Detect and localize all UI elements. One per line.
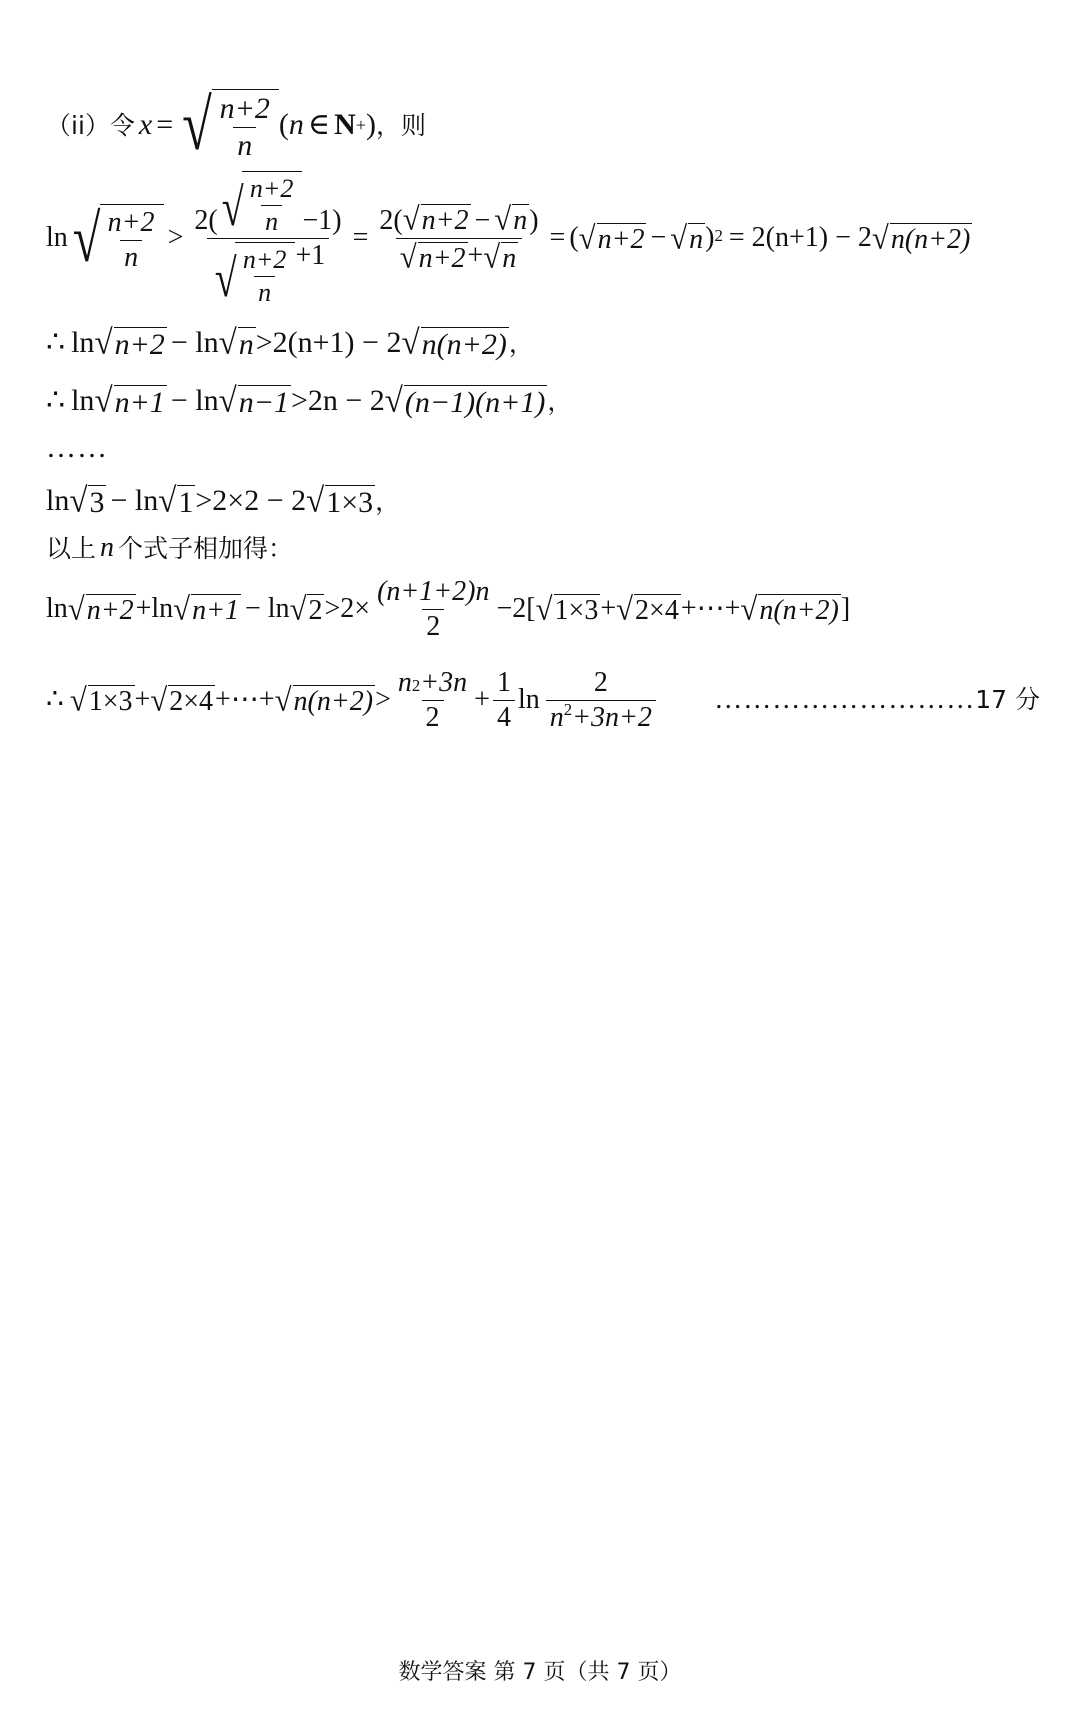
fraction-numerator: 2( √ n+2 − √ n ): [379, 200, 539, 237]
square-exponent: 2: [714, 225, 723, 245]
plus-sign: +: [134, 684, 151, 715]
num-suffix: −1): [302, 204, 342, 236]
ln-text: ln: [71, 384, 95, 417]
num-prefix: 2(: [379, 204, 403, 236]
radicand: 1×3: [326, 485, 374, 519]
fraction-numerator: n+2: [242, 244, 287, 274]
minus-ln: − ln: [170, 326, 219, 359]
equals-sign: =: [352, 222, 369, 253]
exponent: 2: [563, 699, 573, 719]
fraction-denominator: n: [120, 240, 142, 272]
radicand: n+2: [418, 242, 466, 274]
greater-than: >: [375, 684, 391, 715]
fraction-denominator: 2: [422, 609, 444, 641]
rhs-text: = 2(n+1) − 2: [728, 222, 872, 253]
fraction-3: [546, 666, 656, 733]
therefore-symbol: ∴: [46, 326, 66, 359]
line-therefore-2: ∴ ln √ n+1 − ln √ n−1 >2n − 2 √ (n−1)(n+1) ，: [46, 381, 573, 420]
plus-sign: +: [474, 684, 490, 715]
radicand: n−1: [238, 385, 289, 419]
radicand: n: [513, 204, 528, 236]
minus-bracket: −2[: [496, 593, 536, 624]
plus-one: +1: [295, 239, 326, 271]
var-x: x: [138, 108, 153, 141]
line-therefore-1: ∴ ln √ n+2 − ln √ n >2(n+1) − 2 √ n(n+2) ，: [46, 323, 534, 362]
fraction: [373, 575, 493, 642]
plus-sign: +: [467, 239, 484, 271]
page-footer: 数学答案 第 7 页（共 7 页）: [398, 1660, 682, 1685]
minus-ln: − ln: [244, 593, 290, 624]
fraction-numerator: n+2: [249, 173, 294, 203]
num-prefix: 2(: [194, 204, 218, 236]
note-text-2: 个式子相加得：: [118, 533, 294, 563]
fraction-denominator: n: [233, 127, 256, 161]
line-ellipsis: [46, 430, 1040, 466]
radicand: n+2: [421, 204, 469, 236]
fraction: [246, 173, 298, 236]
sqrt-expression: [177, 85, 279, 165]
line-base-case: ln √ 3 − ln √ 1 >2×2 − 2 √ 1×3 ，: [46, 481, 401, 520]
radicand: 2: [308, 594, 323, 626]
num-rest: +3n: [420, 666, 468, 698]
fraction: [216, 94, 274, 161]
radicand: n+1: [114, 385, 165, 419]
comma: ，: [547, 386, 573, 416]
leader-dots: ………………………: [714, 684, 976, 715]
plus-ln: +ln: [135, 593, 174, 624]
radicand: n(n+2): [421, 327, 507, 361]
radical-sign: √: [221, 178, 244, 238]
radical-sign: √: [182, 85, 212, 165]
paren-close: ): [705, 222, 715, 253]
therefore-symbol: ∴: [46, 384, 66, 417]
fraction-numerator: (n+1+2)n: [377, 575, 490, 607]
fraction-numerator: 2: [593, 666, 608, 698]
minus-sign: −: [650, 222, 667, 253]
plus-sign: +: [600, 593, 617, 624]
radical-sign: √: [72, 200, 101, 276]
ln-text: ln: [46, 484, 70, 517]
bracket-close: ]: [840, 593, 851, 624]
radicand: 1×3: [554, 594, 599, 626]
radical-sign: √: [214, 249, 237, 309]
rhs-text: >2×2 − 2: [195, 484, 307, 517]
radicand: 2×4: [635, 594, 679, 626]
rhs-text: >2n − 2: [290, 384, 385, 417]
fraction-denominator: n: [261, 205, 282, 235]
therefore-symbol: ∴: [46, 684, 64, 715]
fraction-denominator: 4: [493, 700, 515, 732]
radicand: 3: [89, 485, 105, 519]
fraction-numerator: [394, 666, 471, 700]
plus-dots: +⋯+: [680, 593, 741, 624]
ln-text: ln: [46, 222, 68, 253]
radicand: n(n+2): [890, 223, 971, 255]
line-conclusion: ∴ √ 1×3 + √ 2×4 +⋯+ √ n(n+2) > n 2 +3n 2 + $\frac{1}{4}$ ln 2 n 2 +3n+2 ………………………17 分: [46, 666, 1040, 733]
radicand: 1×3: [88, 685, 133, 717]
radicand: n+2: [114, 327, 165, 361]
fraction-denominator: √ n+2 + √ n: [396, 238, 523, 273]
radicand: n+2: [597, 223, 645, 255]
cond-n: n: [288, 108, 304, 141]
comma: ，: [508, 328, 534, 358]
minus-sign: −: [474, 204, 491, 236]
paren-open: (: [569, 222, 579, 253]
fraction: [239, 244, 291, 307]
minus-ln: − ln: [110, 484, 159, 517]
sqrt-expression: [211, 242, 296, 309]
minus-ln: − ln: [170, 384, 219, 417]
exponent: 2: [411, 675, 421, 695]
var-n: n: [100, 532, 115, 563]
rationalized-fraction: [375, 200, 542, 275]
radicand: n+2: [86, 594, 134, 626]
set-sub: +: [355, 115, 366, 135]
sqrt-expression: [218, 171, 303, 238]
radicand: n: [238, 327, 254, 361]
radicand: 2×4: [169, 685, 214, 717]
big-fraction: [190, 171, 345, 309]
cond-close: ): [365, 108, 376, 141]
fraction-denominator: n: [254, 276, 275, 306]
gt-text: >2×: [324, 593, 371, 624]
line-inequality-chain: ln √ $\frac{n+2}{n}$ > 2( √ $\frac{n+2}{n}$ −1) √ $\frac{n+2}{n}$ +1 = 2( √ n+2 − √ n ) √ n+2 + √ n = ( √ n+2 − √ n ) 2 = 2(n+1) − 2 √ n(n+2): [46, 168, 1040, 308]
fraction-numerator: n+2: [107, 207, 155, 238]
var-n: n: [397, 666, 412, 698]
line-summed: ln √ n+2 +ln √ n+1 − ln √ 2 >2× $\frac{(n+1+2)n}{2}$ −2[ √ 1×3 + √ 2×4 +⋯+ √ n(n+2) ]: [46, 575, 851, 642]
line-sum-note: [46, 528, 1040, 568]
rhs-text: >2(n+1) − 2: [255, 326, 402, 359]
score-marker: [714, 686, 1040, 714]
num-close: ): [529, 204, 539, 236]
set-N: N: [334, 108, 356, 141]
radicand: n(n+2): [759, 594, 839, 626]
radicand: n: [502, 242, 517, 274]
note-text: 以上: [46, 533, 97, 563]
fraction-1: [394, 666, 471, 733]
var-n: n: [549, 701, 564, 733]
ln-text: ln: [517, 684, 540, 715]
greater-than: >: [167, 222, 184, 253]
fraction-2: [493, 666, 515, 733]
big-fraction-numerator: [190, 171, 345, 238]
sqrt-expression: [68, 200, 164, 276]
comma: ，: [375, 486, 401, 516]
big-fraction-denominator: [207, 238, 330, 309]
fraction-denominator: [546, 700, 656, 732]
equals-sign: =: [549, 222, 566, 253]
element-of: ∈: [307, 108, 331, 141]
radicand: 1: [178, 485, 194, 519]
radicand: n+1: [192, 594, 239, 626]
fraction-numerator: 1: [496, 666, 511, 698]
cond-open: (: [278, 108, 289, 141]
fraction-denominator: 2: [422, 700, 444, 732]
score-text: 17 分: [975, 685, 1040, 714]
fraction: [104, 209, 159, 272]
ln-text: ln: [46, 593, 68, 624]
part-label: （ii）令: [46, 110, 135, 140]
radicand: n: [689, 223, 704, 255]
equals-sign: =: [156, 108, 174, 141]
den-rest: +3n+2: [572, 701, 652, 733]
ln-text: ln: [71, 326, 95, 359]
radicand: n(n+2): [293, 685, 374, 717]
fraction-numerator: n+2: [219, 92, 270, 125]
then-text: ，则: [375, 110, 426, 140]
line-let-x: [46, 85, 1040, 165]
plus-dots: +⋯+: [215, 684, 275, 715]
ellipsis: ……: [46, 431, 108, 464]
radicand: (n−1)(n+1): [404, 385, 546, 419]
